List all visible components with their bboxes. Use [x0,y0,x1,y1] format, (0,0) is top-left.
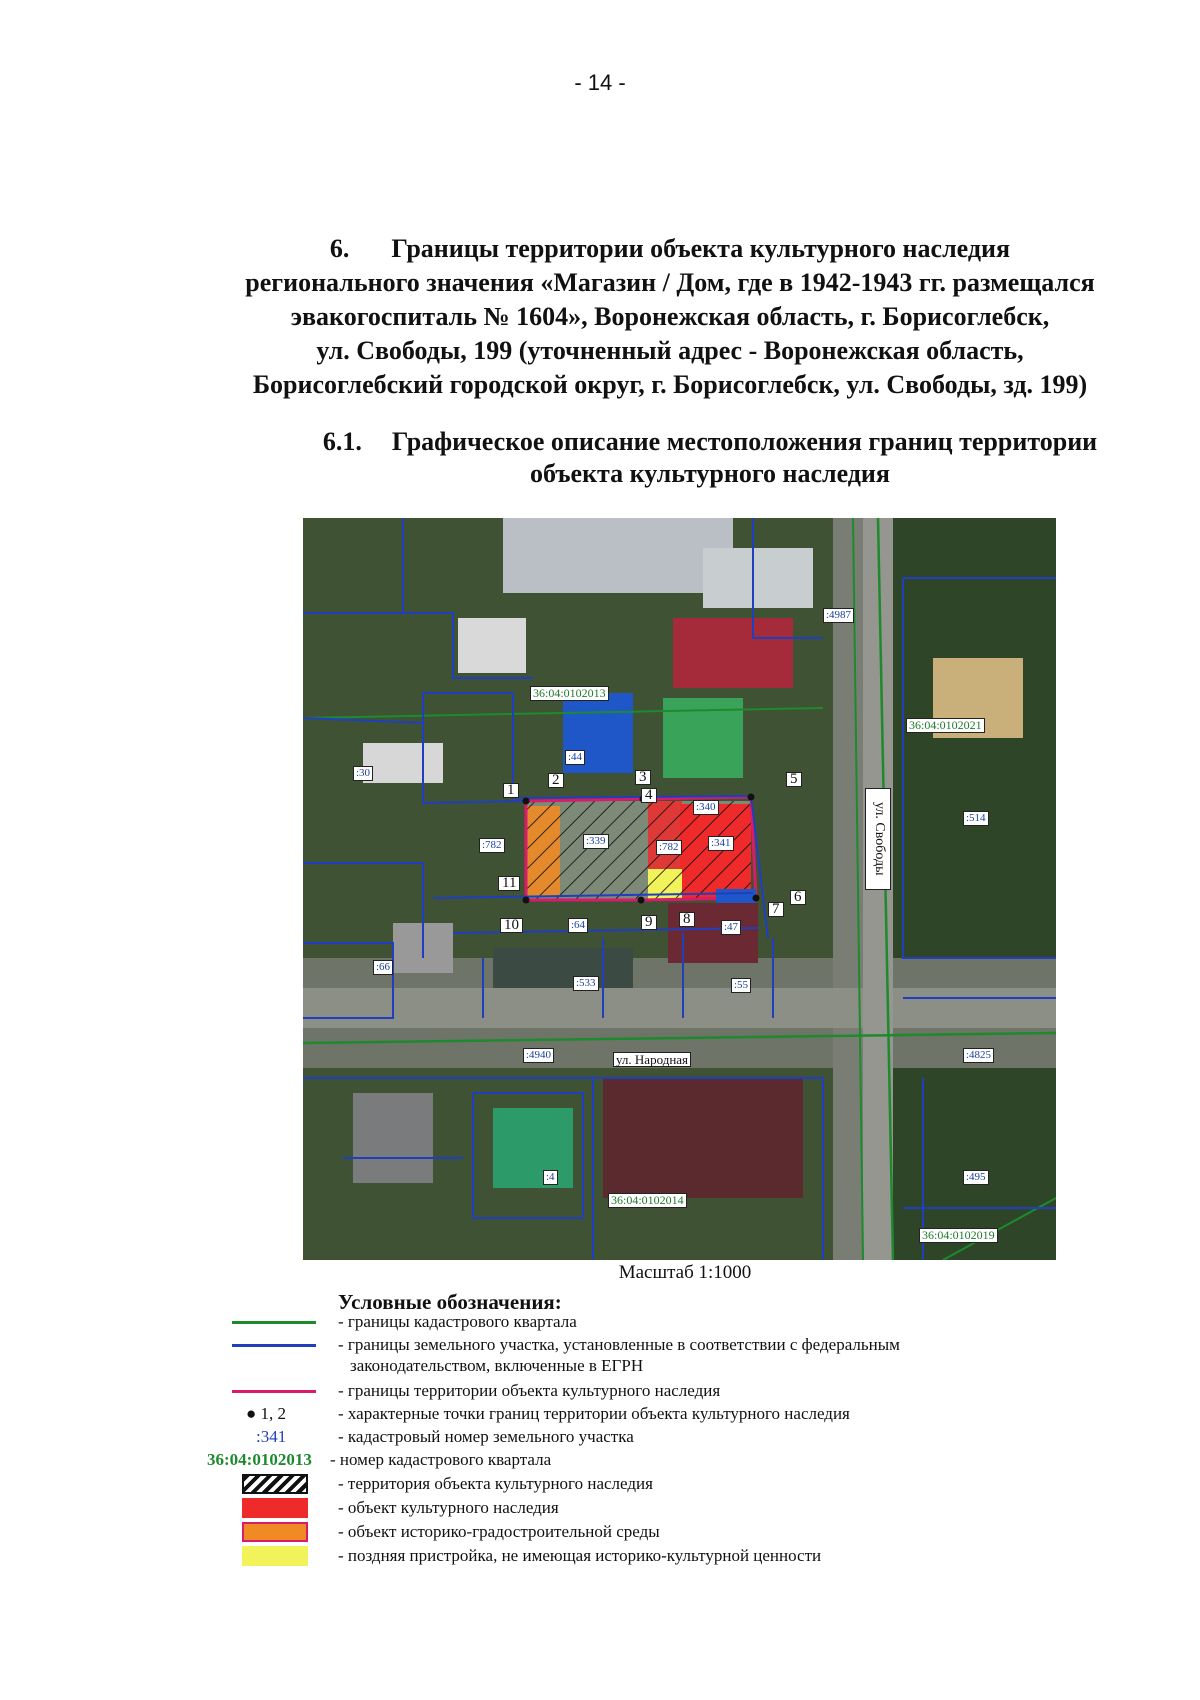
map-scale: Масштаб 1:1000 [618,1262,752,1283]
point-label: 6 [790,890,806,905]
point-label: 11 [498,876,520,891]
parcel-boundary-line-icon [232,1344,316,1347]
parcel-label: :533 [573,976,599,991]
section-title-line-2: регионального значения «Магазин / Дом, где в 1942-1943 гг. размещался [245,268,1095,297]
parcel-label: :4940 [523,1048,554,1063]
point-symbol: ● 1, 2 [246,1404,287,1423]
parcel-label: :340 [693,800,719,815]
quarter-number-symbol: 36:04:0102013 [207,1450,312,1469]
point-label: 8 [679,912,695,927]
parcel-label: :47 [721,920,741,935]
street-label: ул. Свободы [865,788,891,890]
parcel-label: :64 [568,918,588,933]
subsection-number: 6.1. [322,427,362,456]
subsection-title-line-1: Графическое описание местоположения границ территории [391,427,1098,456]
parcel-number-symbol: :341 [256,1427,287,1446]
point-label: 5 [786,772,802,787]
parcel-label: :55 [731,978,751,993]
parcel-label: :4 [543,1170,558,1185]
parcel-label: :495 [963,1170,989,1185]
point-label: 10 [500,918,523,933]
parcel-label: :782 [656,840,682,855]
quarter-label: 36:04:0102013 [530,686,609,701]
point-label: 7 [768,902,784,917]
map-drawing [303,518,1056,1260]
section-number: 6. [329,234,350,263]
hatch-swatch-icon [242,1474,308,1494]
section-title-line-1: Границы территории объекта культурного наследия [391,234,1011,263]
section-title [190,232,1150,402]
section-title-line-5: Борисоглебский городской округ, г. Борисоглебск, ул. Свободы, зд. 199) [252,370,1088,399]
historic-environment-swatch-icon [242,1522,308,1542]
point-label: 2 [548,773,564,788]
parcel-label: :30 [353,766,373,781]
cadastral-map [303,518,1056,1260]
parcel-label: :341 [708,836,734,851]
section-title-line-3: эвакогоспиталь № 1604», Воронежская область, г. Борисоглебск, [290,302,1050,331]
parcel-label: :4825 [963,1048,994,1063]
parcel-label: :339 [583,834,609,849]
heritage-boundary-line-icon [232,1390,316,1393]
parcel-label: :514 [963,811,989,826]
legend-title: Условные обозначения: [338,1290,562,1314]
point-label: 9 [641,915,657,930]
point-label: 1 [503,783,519,798]
parcel-label: :66 [373,960,393,975]
quarter-label: 36:04:0102014 [608,1193,687,1208]
subsection-title [270,426,1150,490]
page-number: - 14 - [574,70,626,95]
quarter-boundary-line-icon [232,1321,316,1324]
street-label: ул. Народная [613,1052,691,1067]
late-extension-swatch-icon [242,1546,308,1566]
heritage-object-swatch-icon [242,1498,308,1518]
parcel-label: :44 [565,750,585,765]
quarter-label: 36:04:0102021 [906,718,985,733]
section-title-line-4: ул. Свободы, 199 (уточненный адрес - Воронежская область, [316,336,1024,365]
parcel-label: :782 [479,838,505,853]
quarter-label: 36:04:0102019 [919,1228,998,1243]
point-label: 3 [635,770,651,785]
parcel-label: :4987 [823,608,854,623]
point-label: 4 [641,788,657,803]
subsection-title-line-2: объекта культурного наследия [530,459,890,488]
